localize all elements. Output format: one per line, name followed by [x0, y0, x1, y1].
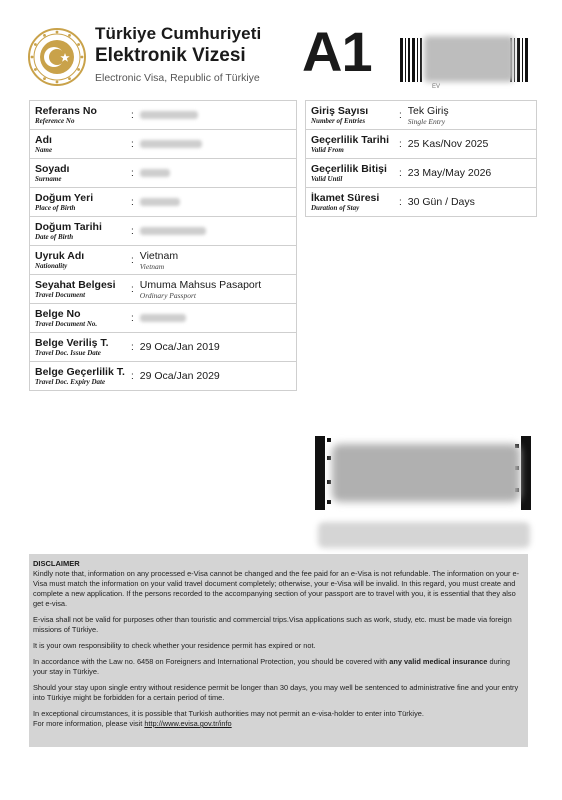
field-value: 23 May/May 2026: [407, 167, 492, 179]
separator: :: [131, 225, 134, 237]
document-subtitle: Electronic Visa, Republic of Türkiye: [95, 72, 260, 84]
separator: :: [399, 196, 402, 208]
field-value-cell: [131, 101, 297, 130]
field-value: 25 Kas/Nov 2025: [407, 138, 489, 150]
field-label-english: Number of Entries: [311, 116, 366, 125]
separator: :: [131, 167, 134, 179]
separator: :: [131, 196, 134, 208]
disclaimer-paragraph: It is your own responsibility to check whether your residence permit has expired or not.: [33, 641, 316, 650]
field-value-cell: [131, 130, 297, 159]
field-label-cell: [30, 188, 132, 217]
redacted-value: [140, 198, 180, 206]
field-label-english: Travel Doc. Expiry Date: [35, 377, 106, 386]
field-label: Belge Geçerlilik T.: [35, 365, 125, 378]
field-value-cell: [131, 246, 297, 275]
info-row: [30, 217, 297, 246]
redacted-value: [140, 227, 206, 235]
info-row: [30, 246, 297, 275]
info-row: [30, 362, 297, 391]
disclaimer-paragraph: Should your stay upon single entry without residence permit be longer than 30 days, you may well be sentenced to administrative fine and your entry into Türkiye might be forbidden for a certain period of time.: [33, 683, 519, 702]
field-label-cell: [30, 304, 132, 333]
field-value-english: Single Entry: [407, 116, 446, 126]
field-value-cell: [131, 275, 297, 304]
state-seal-icon: [28, 28, 86, 86]
field-label-english: Travel Document: [35, 290, 86, 299]
redacted-value: [140, 111, 198, 119]
info-row: [30, 159, 297, 188]
field-label-english: Valid From: [311, 145, 344, 154]
disclaimer-paragraph: Kindly note that, information on any processed e-Visa cannot be changed and the fee paid for an e-Visa is not refundable. The information on your e-Visa must match the information on your valid travel document completely; otherwise, your e-Visa will be invalid. In this regard, you must create and complete a new application. If the persons recorded to the accompanying section of your passport are to travel with you, it is essential that they also get e-visa.: [33, 569, 520, 608]
field-label: Referans No: [35, 104, 97, 117]
info-row: [30, 188, 297, 217]
separator: :: [131, 138, 134, 150]
separator: :: [399, 109, 402, 121]
field-label-cell: [30, 246, 132, 275]
redacted-photo: [332, 444, 520, 502]
field-label-english: Travel Doc. Issue Date: [35, 348, 101, 357]
info-row: [30, 130, 297, 159]
disclaimer-paragraph: E-visa shall not be valid for purposes other than touristic and commercial trips.Visa applications such as work, study, etc. must be made via foreign missions of Türkiye.: [33, 615, 512, 634]
info-row: [30, 333, 297, 362]
separator: :: [131, 109, 134, 121]
info-row: [30, 304, 297, 333]
field-value: 29 Oca/Jan 2019: [139, 341, 220, 353]
field-value-english: Ordinary Passport: [139, 290, 196, 300]
field-label-cell: [30, 217, 132, 246]
separator: :: [399, 138, 402, 150]
field-value: Vietnam: [139, 249, 179, 262]
field-label-cell: [30, 130, 132, 159]
field-label-english: Duration of Stay: [311, 203, 360, 212]
field-value-english: Vietnam: [139, 261, 165, 271]
field-value-cell: [399, 130, 537, 159]
field-value-cell: [131, 304, 297, 333]
info-row: [30, 101, 297, 130]
field-label-english: Place of Birth: [35, 203, 76, 212]
disclaimer-paragraph: [33, 719, 522, 729]
field-label-english: Name: [35, 145, 53, 154]
redacted-value: [140, 169, 170, 177]
info-link[interactable]: http://www.evisa.gov.tr/info: [144, 719, 232, 728]
separator: :: [399, 167, 402, 179]
field-label-cell: [306, 130, 400, 159]
field-value-cell: [399, 101, 537, 130]
field-label: Doğum Tarihi: [35, 220, 102, 233]
medical-insurance-text: In accordance with the Law no. 6458 on Foreigners and International Protection, you should be covered with: [33, 657, 390, 666]
field-label: Adı: [35, 133, 52, 146]
field-label: Belge Veriliş T.: [35, 336, 109, 349]
field-value-cell: [399, 159, 537, 188]
redacted-barcode: [424, 36, 514, 82]
medical-insurance-text-end: during your stay in Türkiye.: [33, 657, 511, 676]
info-row: [306, 130, 537, 159]
field-label-cell: [306, 159, 400, 188]
info-row: [306, 101, 537, 130]
info-row: [306, 188, 537, 217]
field-label-cell: [306, 188, 400, 217]
separator: :: [131, 254, 134, 266]
field-label: Soyadı: [35, 162, 70, 175]
document-title: Elektronik Vizesi: [95, 45, 246, 66]
field-label-cell: [30, 362, 132, 391]
field-label: Giriş Sayısı: [311, 104, 369, 117]
redacted-value: [140, 140, 202, 148]
separator: :: [131, 370, 134, 382]
field-label: Belge No: [35, 307, 81, 320]
field-label-cell: [30, 275, 132, 304]
field-value-cell: [131, 217, 297, 246]
redacted-value: [140, 314, 186, 322]
disclaimer-paragraph: [33, 657, 522, 677]
medical-insurance-emphasis: any valid medical insurance: [389, 657, 488, 666]
field-label-cell: [30, 101, 132, 130]
field-label-english: Date of Birth: [35, 232, 74, 241]
field-value-cell: [131, 333, 297, 362]
field-label: Doğum Yeri: [35, 191, 94, 204]
separator: :: [131, 283, 134, 295]
disclaimer-paragraph: In exceptional circumstances, it is possible that Turkish authorities may not permit an e-visa-holder to enter into Türkiye.: [33, 709, 424, 718]
field-value: Umuma Mahsus Pasaport: [139, 278, 262, 291]
field-value: 29 Oca/Jan 2029: [139, 370, 220, 382]
field-label-english: Valid Until: [311, 174, 343, 183]
info-text: For more information, please visit: [33, 719, 145, 728]
visa-type-code: A1: [302, 20, 372, 83]
field-value-cell: [399, 188, 537, 217]
field-label-cell: [30, 159, 132, 188]
disclaimer-box: [29, 554, 528, 747]
info-row: [306, 159, 537, 188]
field-value: Tek Giriş: [407, 104, 449, 117]
field-value-cell: [131, 159, 297, 188]
field-value-cell: [131, 188, 297, 217]
field-label-english: Surname: [35, 174, 62, 183]
issuer-title: Türkiye Cumhuriyeti: [95, 24, 262, 43]
ev-number-label: EV: [432, 84, 441, 90]
field-label-english: Travel Document No.: [35, 319, 98, 328]
info-row: [30, 275, 297, 304]
field-value: 30 Gün / Days: [407, 196, 475, 208]
field-label-cell: [306, 101, 400, 130]
field-label: Geçerlilik Bitişi: [311, 162, 387, 175]
field-label-cell: [30, 333, 132, 362]
field-label: Seyahat Belgesi: [35, 278, 116, 291]
field-label: Uyruk Adı: [35, 249, 85, 262]
separator: :: [131, 312, 134, 324]
personal-info-table: [29, 100, 297, 391]
separator: :: [131, 341, 134, 353]
redacted-machine-readable-zone: [318, 522, 530, 548]
field-label-english: Reference No: [35, 116, 75, 125]
field-label: İkamet Süresi: [311, 191, 380, 204]
field-label: Geçerlilik Tarihi: [311, 133, 390, 146]
field-value-cell: [131, 362, 297, 391]
field-label-english: Nationality: [35, 261, 68, 270]
disclaimer-title: DISCLAIMER: [33, 559, 80, 568]
visa-info-table: [305, 100, 537, 217]
